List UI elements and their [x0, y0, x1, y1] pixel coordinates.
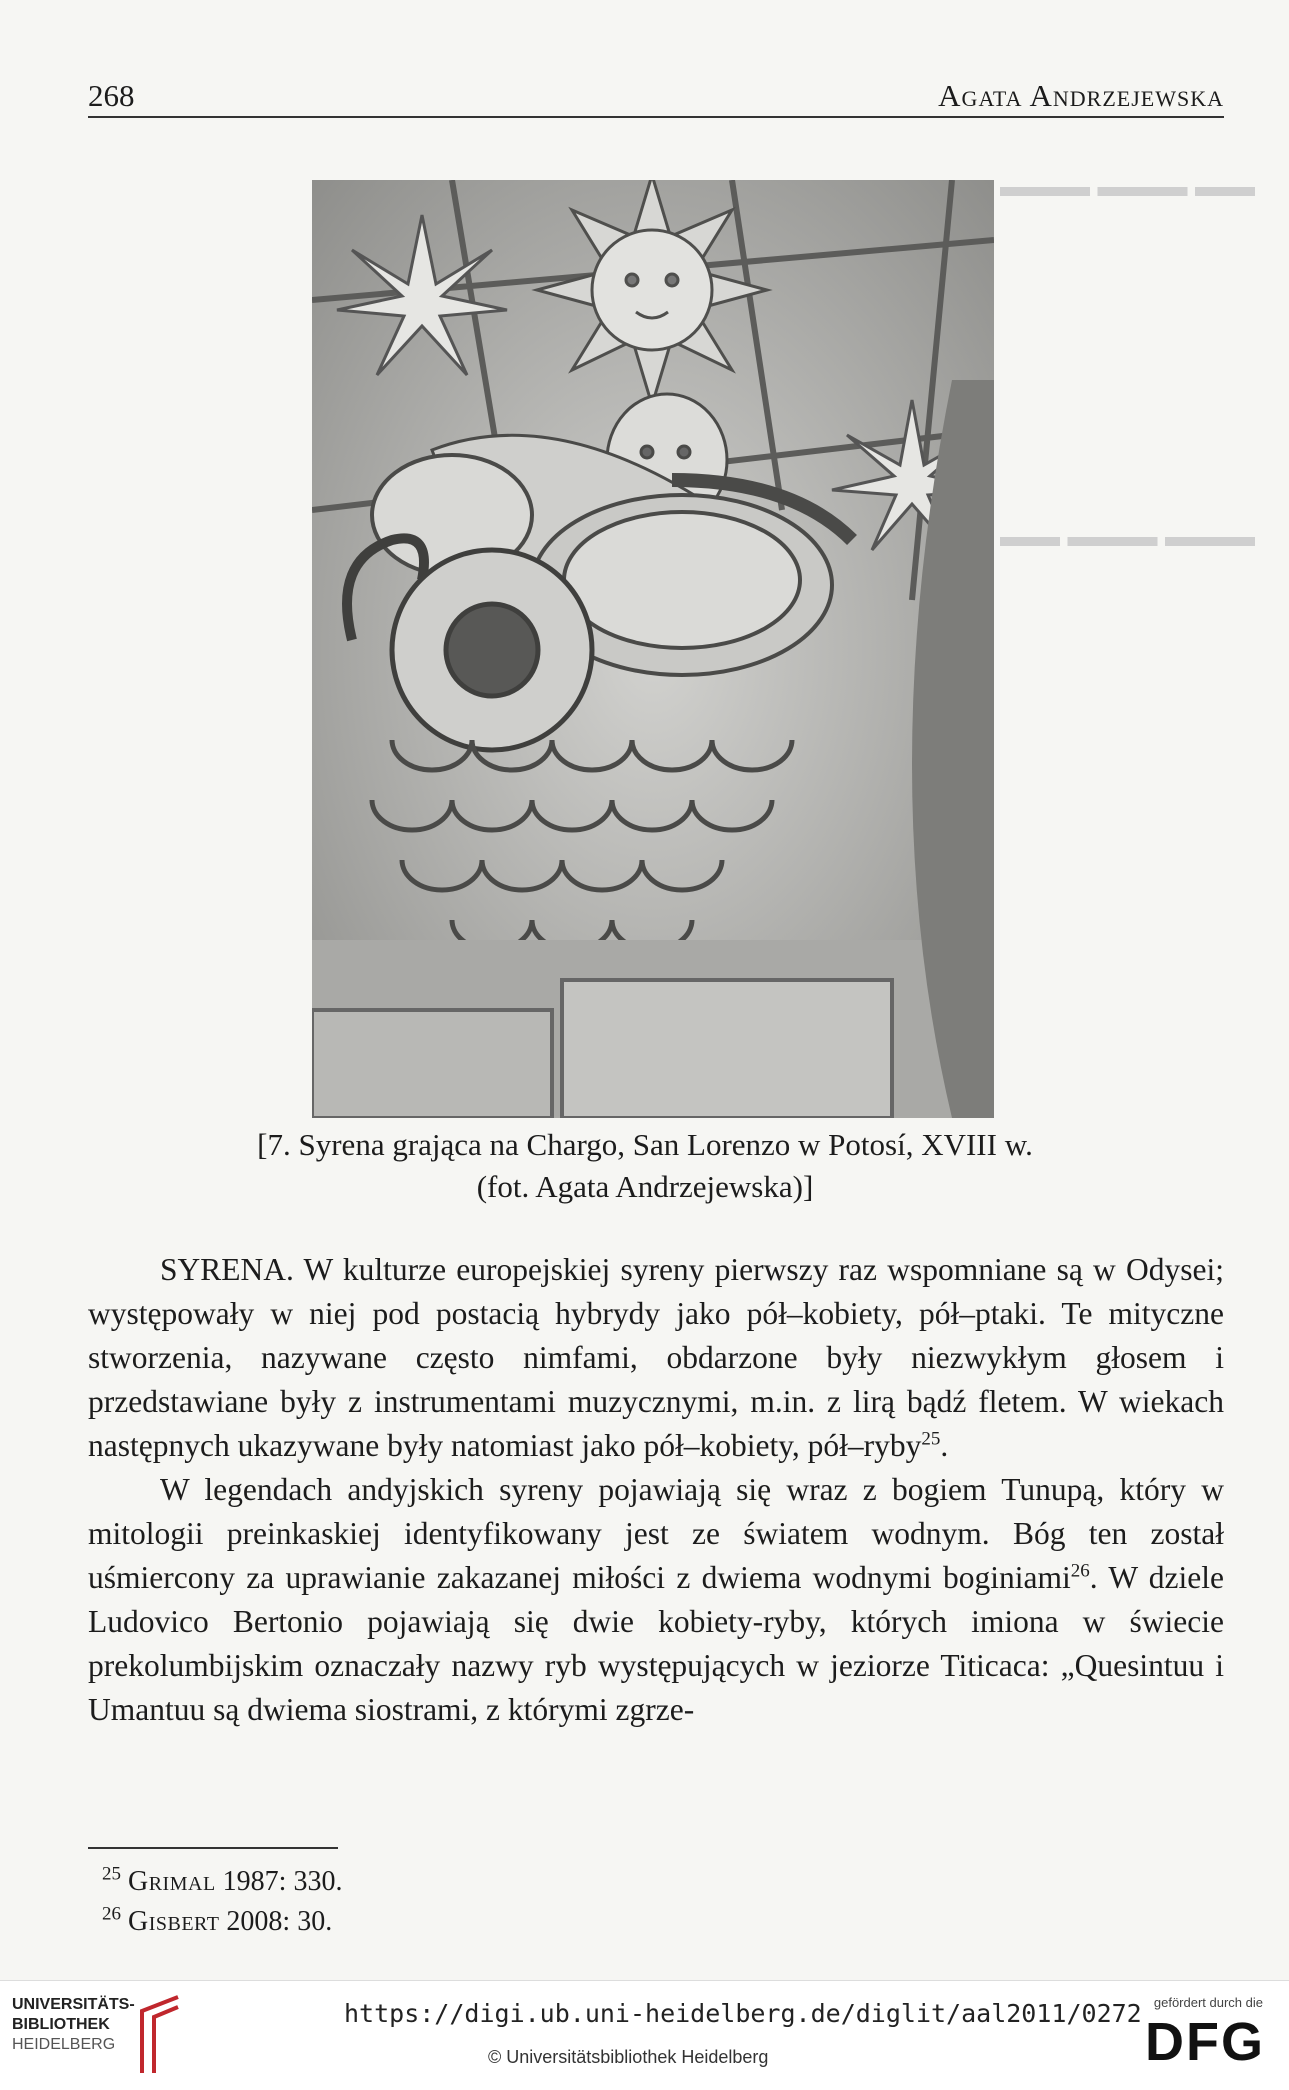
footnote-26: $^{26}$ Gisbert 2008: 30. — [102, 1903, 333, 1937]
body-text — [88, 1248, 1224, 1732]
header-rule — [88, 116, 1224, 118]
dfg-logo[interactable]: DFG — [1145, 2012, 1265, 2072]
footnote-rule — [88, 1847, 338, 1849]
footnotes — [102, 1862, 342, 1942]
siren-relief-photo — [312, 180, 994, 1118]
bleed-through-text-2: ▬▬ ▬▬▬ ▬▬▬ — [1000, 520, 1255, 553]
caption-line-1: [7. Syrena grająca na Chargo, San Lorenzo w Potosí, XVIII w. — [257, 1127, 1033, 1162]
copyright-notice: © Universitätsbibliothek Heidelberg — [488, 2047, 769, 2067]
running-head-author: Agata Andrzejewska — [938, 78, 1224, 113]
funded-by-label: gefördert durch die — [1153, 1995, 1263, 2010]
bleed-through-text: ▬▬▬ ▬▬▬ ▬▬ — [1000, 170, 1255, 203]
library-logo[interactable]: UNIVERSITÄTS- BIBLIOTHEK HEIDELBERG — [12, 1996, 135, 2053]
running-head — [88, 72, 1224, 118]
library-mark-icon — [132, 1993, 188, 2077]
footnote-ref-25[interactable]: 25 — [921, 1428, 941, 1450]
paragraph-andean-legends: W legendach andyjskich syreny pojawiają się wraz z bogiem Tunupą, który w mitologii preinkaskiej identyfikowany jest ze światem wodnym. Bóg ten został uśmiercony za uprawianie zakazanej miłości z dwiema wodnymi boginiami$^{26}$. W dziele Ludovico Bertonio pojawiają się dwie kobiety-ryby, których imiona w świecie prekolumbijskim oznaczały nazwy ryb występujących w jeziorze Titicaca: „Quesintuu i Umantuu są dwiema siostrami, z którymi zgrze- — [88, 1472, 1224, 1727]
digitization-footer — [0, 1980, 1289, 2090]
figure-caption — [160, 1124, 1130, 1208]
caption-line-2: (fot. Agata Andrzejewska)] — [476, 1169, 814, 1204]
paragraph-syrena: SYRENA. W kulturze europejskiej syreny pierwszy raz wspomniane są w Odysei; występowały w niej pod postacią hybrydy jako pół–kobiety, pół–ptaki. Te mityczne stworzenia, nazywane często nimfami, obdarzone były niezwykłym głosem i przedstawiane były z instrumentami muzycznymi, m.in. z lirą bądź fletem. W wiekach następnych ukazywane były natomiast jako pół–kobiety, pół–ryby$^{25}$. — [88, 1252, 1224, 1463]
permalink-url[interactable]: https://digi.ub.uni-heidelberg.de/diglit/aal2011/0272 — [344, 1999, 1142, 2028]
footnote-ref-26[interactable]: 26 — [1070, 1560, 1090, 1582]
footnote-25: $^{25}$ Grimal 1987: 330. — [102, 1863, 343, 1897]
page-number: 268 — [88, 78, 135, 113]
